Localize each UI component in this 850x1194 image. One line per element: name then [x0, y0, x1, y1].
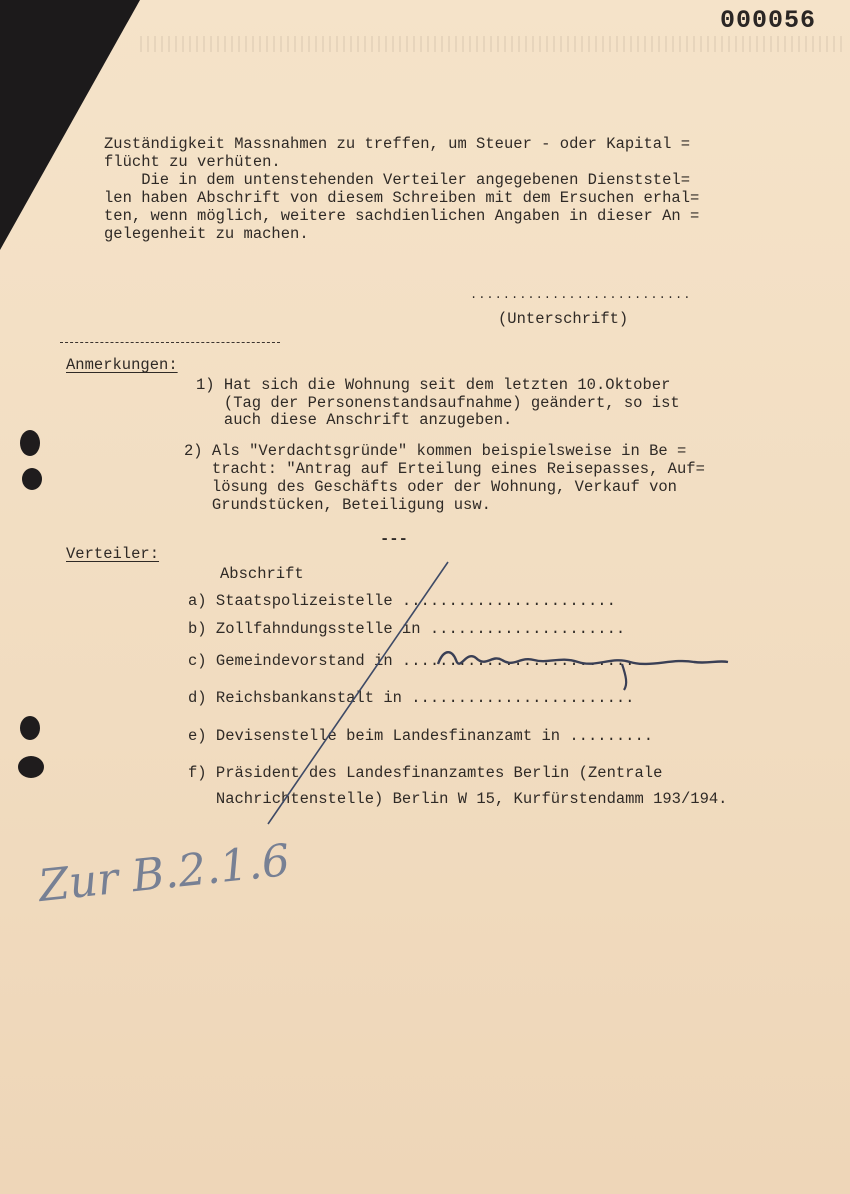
diagonal-pen-line	[268, 562, 448, 824]
handwritten-note: Zur B.2.1.6	[36, 834, 293, 913]
distribution-item: d) Reichsbankanstalt in ........................	[188, 689, 635, 707]
para-line: flücht zu verhüten.	[104, 153, 281, 171]
distribution-item: a) Staatspolizeistelle .......................	[188, 592, 616, 610]
distribution-item: c) Gemeindevorstand in .........................	[188, 652, 635, 670]
note-line: tracht: "Antrag auf Erteilung eines Reisepasses, Auf=	[184, 460, 705, 478]
signature-label: (Unterschrift)	[498, 310, 629, 328]
note-line: lösung des Geschäfts oder der Wohnung, Verkauf von	[184, 478, 677, 496]
distribution-item: e) Devisenstelle beim Landesfinanzamt in .........	[188, 727, 654, 745]
handwritten-place-strokes	[438, 652, 728, 664]
distribution-heading: Verteiler:	[66, 545, 160, 563]
copy-label: Abschrift	[220, 565, 304, 583]
handwritten-place-stroke	[622, 664, 626, 690]
sheet-number: 000056	[719, 6, 816, 35]
note-line: 1) Hat sich die Wohnung seit dem letzten 10.Oktober	[196, 376, 671, 394]
para-line: Zuständigkeit Massnahmen zu treffen, um Steuer - oder Kapital =	[104, 135, 690, 153]
note-line: (Tag der Personenstandsaufnahme) geändert, so ist	[196, 394, 680, 412]
para-line: len haben Abschrift von diesem Schreiben mit dem Ersuchen erhal=	[104, 189, 700, 207]
para-line: Die in dem untenstehenden Verteiler angegebenen Dienststel=	[104, 171, 690, 189]
note-line: 2) Als "Verdachtsgründe" kommen beispielsweise in Be =	[184, 442, 687, 460]
short-separator: ---	[380, 530, 408, 548]
signature-dots: ...........................	[470, 288, 692, 302]
note-line: Grundstücken, Beteiligung usw.	[184, 496, 491, 514]
distribution-item: Nachrichtenstelle) Berlin W 15, Kurfürstendamm 193/194.	[188, 790, 728, 808]
notes-heading: Anmerkungen:	[66, 356, 178, 374]
para-line: gelegenheit zu machen.	[104, 225, 309, 243]
distribution-item: f) Präsident des Landesfinanzamtes Berlin (Zentrale	[188, 764, 663, 782]
para-line: ten, wenn möglich, weitere sachdienlichen Angaben in dieser An =	[104, 207, 700, 225]
note-line: auch diese Anschrift anzugeben.	[196, 411, 513, 429]
distribution-item: b) Zollfahndungsstelle in .....................	[188, 620, 626, 638]
